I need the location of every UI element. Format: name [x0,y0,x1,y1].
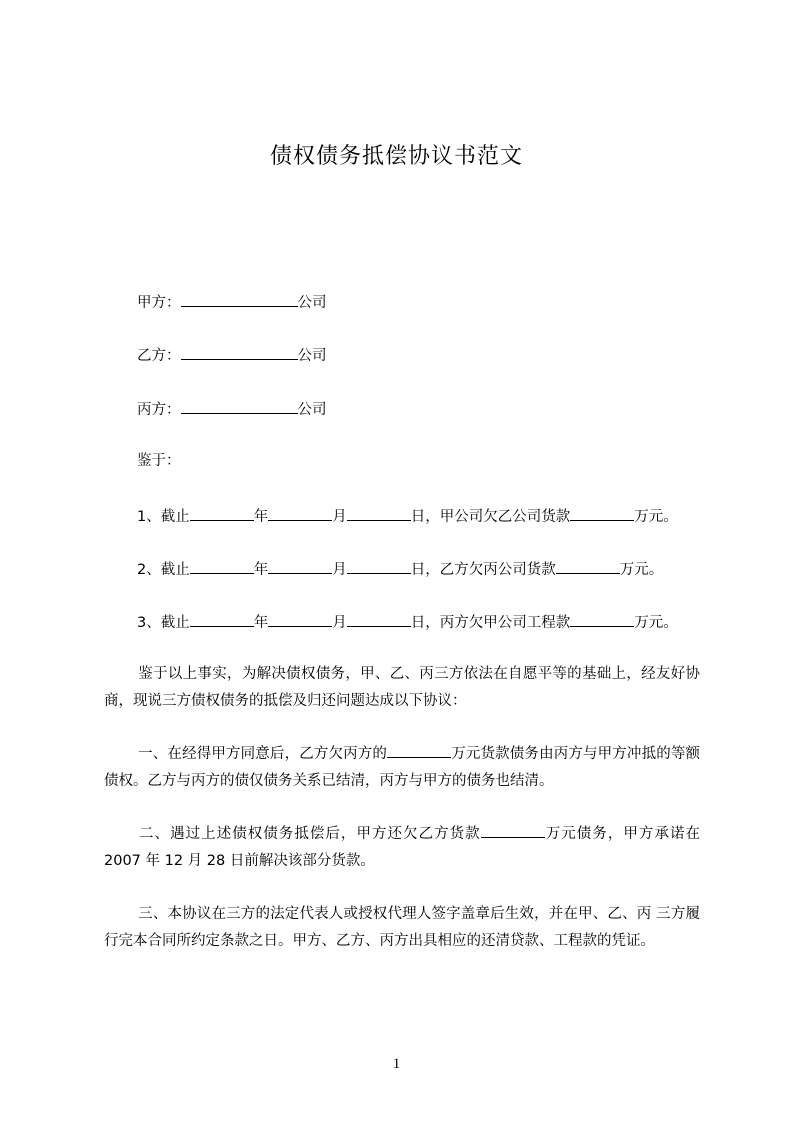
party-c-blank[interactable] [181,398,298,414]
recital-2-amount-blank[interactable] [556,558,620,574]
recital-1-end: 万元。 [634,509,678,525]
recital-1-day-blank[interactable] [347,505,411,521]
clause-one-text-a: 一、在经得甲方同意后，乙方欠丙方的 [138,746,388,762]
clause-two-amount-blank[interactable] [481,822,545,838]
recital-1-year: 年 [253,509,269,525]
recital-1-month-blank[interactable] [268,505,332,521]
party-b-blank[interactable] [181,344,298,360]
recital-3-month-blank[interactable] [268,611,332,627]
recital-2-day-blank[interactable] [347,558,411,574]
party-a-suffix: 公司 [297,295,327,311]
clause-one-text-b: 万元货款债务由丙方与甲方冲抵的等额债权。乙方与丙方的债仅债务关系已结清，丙方与甲方的债务也结清。 [104,746,701,789]
document-title: 债权债务抵偿协议书范文 [269,144,523,169]
recital-3-year-blank[interactable] [190,611,254,627]
party-a-label: 甲方： [137,295,181,311]
recital-2-end: 万元。 [619,562,664,578]
recital-1-month: 月 [332,509,347,525]
recital-2-prefix: 2、截止 [137,562,190,578]
recital-3-end: 万元。 [634,615,678,631]
party-c-suffix: 公司 [297,402,327,418]
party-b-suffix: 公司 [297,348,327,364]
recital-3-amount-blank[interactable] [570,611,634,627]
recital-3-day: 日，丙方欠甲公司工程款 [410,615,571,631]
recital-2 [137,558,663,580]
clause-two [104,821,700,875]
recital-1-prefix: 1、截止 [137,509,190,525]
party-b-line [137,344,327,366]
clause-two-text-a: 二、遇过上述债权债务抵偿后，甲方还欠乙方货款 [138,826,481,842]
clause-one-amount-blank[interactable] [387,742,451,758]
party-a-blank[interactable] [181,291,298,307]
party-a-line [137,291,327,313]
recital-3 [137,611,678,633]
whereas-label: 鉴于： [137,453,181,469]
recital-1 [137,505,678,527]
recital-2-year: 年 [253,562,269,578]
recital-2-year-blank[interactable] [190,558,254,574]
recital-2-month-blank[interactable] [268,558,332,574]
clause-three-text: 三、本协议在三方的法定代表人或授权代理人签字盖章后生效，并在甲、乙、丙 三方履行完本合同所约定条款之日。甲方、乙方、丙方出具相应的还清贷款、工程款的凭证。 [104,906,700,949]
party-c-label: 丙方： [137,402,181,418]
recital-3-prefix: 3、截止 [137,615,190,631]
recital-1-amount-blank[interactable] [570,505,634,521]
recital-3-day-blank[interactable] [347,611,411,627]
clause-one [104,741,700,795]
recital-2-day: 日，乙方欠丙公司货款 [410,562,556,578]
preamble-text: 鉴于以上事实，为解决债权债务，甲、乙、丙三方依法在自愿平等的基础上，经友好协商，现说三方债权债务的抵偿及归还问题达成以下协议： [104,666,700,709]
party-b-label: 乙方： [137,348,181,364]
recital-3-year: 年 [253,615,269,631]
recital-2-month: 月 [332,562,347,578]
preamble-paragraph [104,661,700,715]
clause-two-text-b: 万元债务，甲方承诺在 2007 年 12 月 28 日前解决该部分货款。 [104,826,701,869]
recital-1-day: 日，甲公司欠乙公司货款 [410,509,571,525]
recital-1-year-blank[interactable] [190,505,254,521]
clause-three [104,901,700,955]
recital-3-month: 月 [332,615,347,631]
page-number: 1 [392,1056,401,1072]
party-c-line [137,398,327,420]
